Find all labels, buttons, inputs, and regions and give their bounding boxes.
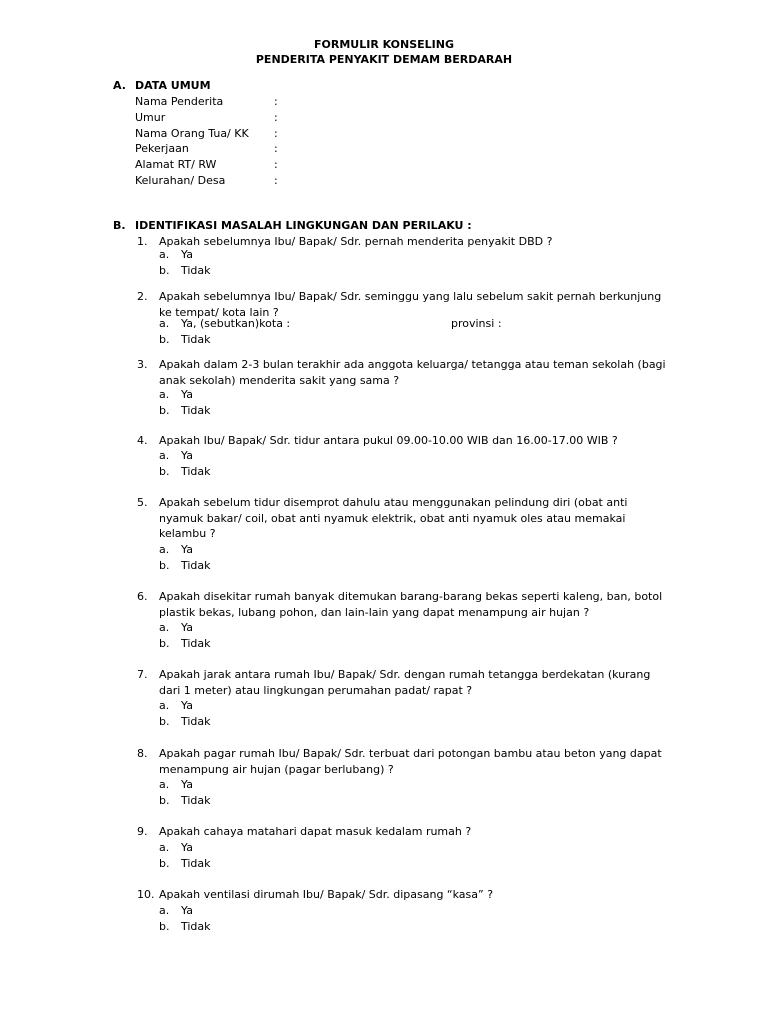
option-letter: b. xyxy=(159,793,170,807)
option-text: Tidak xyxy=(181,403,211,417)
option-letter: a. xyxy=(159,904,170,917)
option-text: Ya xyxy=(181,778,193,791)
field-nama-penderita xyxy=(135,94,278,110)
option-text: Ya xyxy=(181,543,193,556)
question-number: 7. xyxy=(137,668,148,681)
option-letter: b. xyxy=(159,558,170,572)
field-pekerjaan xyxy=(135,141,278,157)
field-umur xyxy=(135,110,278,126)
general-data-fields xyxy=(135,94,278,189)
question-number: 9. xyxy=(137,825,148,838)
question-number: 6. xyxy=(137,590,148,603)
option-letter: a. xyxy=(159,449,170,462)
option-letter: b. xyxy=(159,263,170,277)
option-text: Tidak xyxy=(181,263,211,277)
field-label: Alamat RT/ RW xyxy=(135,158,217,172)
form-subtitle: PENDERITA PENYAKIT DEMAM BERDARAH xyxy=(255,53,513,66)
question-text: Apakah ventilasi dirumah Ibu/ Bapak/ Sdr. dipasang “kasa” ? xyxy=(159,888,494,901)
section-b-title: IDENTIFIKASI MASALAH LINGKUNGAN DAN PERILAKU : xyxy=(135,219,472,232)
question-number: 8. xyxy=(137,747,148,760)
option-text: Tidak xyxy=(181,636,211,650)
question-number: 1. xyxy=(137,235,148,248)
question-text: Apakah disekitar rumah banyak ditemukan barang-barang bekas seperti kaleng, ban, botol plastik bekas, lubang pohon, dan lain-lain yang dapat menampung air hujan ? xyxy=(159,590,663,619)
option-text: Tidak xyxy=(181,558,211,572)
section-b-letter: B. xyxy=(113,219,126,232)
field-label: Pekerjaan xyxy=(135,142,189,156)
field-colon: : xyxy=(274,126,278,140)
field-label: Kelurahan/ Desa xyxy=(135,173,226,187)
option-letter: b. xyxy=(159,856,170,870)
option-letter: a. xyxy=(159,778,170,791)
option-letter: b. xyxy=(159,919,170,933)
field-label: Umur xyxy=(135,110,166,124)
option-letter: b. xyxy=(159,636,170,650)
option-text: Ya, (sebutkan)kota : xyxy=(181,317,291,330)
question-number: 10. xyxy=(137,888,155,901)
field-nama-orang-tua xyxy=(135,126,278,142)
option-text: Tidak xyxy=(181,793,211,807)
question-text: Apakah cahaya matahari dapat masuk kedalam rumah ? xyxy=(159,825,472,838)
question-text: Apakah sebelumnya Ibu/ Bapak/ Sdr. pernah menderita penyakit DBD ? xyxy=(159,235,553,248)
field-alamat xyxy=(135,157,278,173)
option-text: Ya xyxy=(181,841,193,854)
option-text: Tidak xyxy=(181,332,211,346)
field-label: Nama Orang Tua/ KK xyxy=(135,126,249,140)
option-letter: a. xyxy=(159,248,170,261)
option-extra-text: provinsi : xyxy=(451,317,502,330)
option-letter: a. xyxy=(159,841,170,854)
option-text: Tidak xyxy=(181,714,211,728)
option-letter: a. xyxy=(159,699,170,712)
field-colon: : xyxy=(274,110,278,124)
option-text: Ya xyxy=(181,699,193,712)
question-text: Apakah sebelum tidur disemprot dahulu atau menggunakan pelindung diri (obat anti nyamuk bakar/ coil, obat anti nyamuk elektrik, obat anti nyamuk oles atau memakai kelambu ? xyxy=(159,496,628,541)
option-text: Tidak xyxy=(181,856,211,870)
option-text: Ya xyxy=(181,621,193,634)
question-number: 3. xyxy=(137,358,148,371)
section-a-letter: A. xyxy=(113,79,126,92)
option-text: Ya xyxy=(181,388,193,401)
field-kelurahan xyxy=(135,173,278,189)
question-number: 2. xyxy=(137,290,148,303)
option-letter: b. xyxy=(159,403,170,417)
field-label: Nama Penderita xyxy=(135,95,224,108)
question-text: Apakah pagar rumah Ibu/ Bapak/ Sdr. terbuat dari potongan bambu atau beton yang dapat menampung air hujan (pagar berlubang) ? xyxy=(159,747,662,776)
option-text: Ya xyxy=(181,904,193,917)
option-text: Tidak xyxy=(181,919,211,933)
field-colon: : xyxy=(274,158,278,172)
option-letter: a. xyxy=(159,543,170,556)
question-number: 4. xyxy=(137,434,148,447)
option-letter: a. xyxy=(159,621,170,634)
option-text: Ya xyxy=(181,449,193,462)
section-a-title: DATA UMUM xyxy=(135,79,211,92)
option-letter: a. xyxy=(159,317,170,330)
question-text: Apakah Ibu/ Bapak/ Sdr. tidur antara pukul 09.00-10.00 WIB dan 16.00-17.00 WIB ? xyxy=(159,434,618,447)
field-colon: : xyxy=(274,142,278,156)
option-letter: b. xyxy=(159,464,170,478)
question-text: Apakah jarak antara rumah Ibu/ Bapak/ Sdr. dengan rumah tetangga berdekatan (kurang dari 1 meter) atau lingkungan perumahan padat/ rapat ? xyxy=(159,668,651,697)
question-text: Apakah dalam 2-3 bulan terakhir ada anggota keluarga/ tetangga atau teman sekolah (bagi anak sekolah) menderita sakit yang sama ? xyxy=(159,358,666,387)
option-letter: b. xyxy=(159,332,170,346)
option-text: Tidak xyxy=(181,464,211,478)
question-number: 5. xyxy=(137,496,148,509)
option-letter: b. xyxy=(159,714,170,728)
question-text: Apakah sebelumnya Ibu/ Bapak/ Sdr. seminggu yang lalu sebelum sakit pernah berkunjung ke tempat/ kota lain ? xyxy=(159,290,662,319)
option-letter: a. xyxy=(159,388,170,401)
field-colon: : xyxy=(274,95,278,108)
field-colon: : xyxy=(274,173,278,187)
form-title: FORMULIR KONSELING xyxy=(314,38,454,51)
option-text: Ya xyxy=(181,248,193,261)
